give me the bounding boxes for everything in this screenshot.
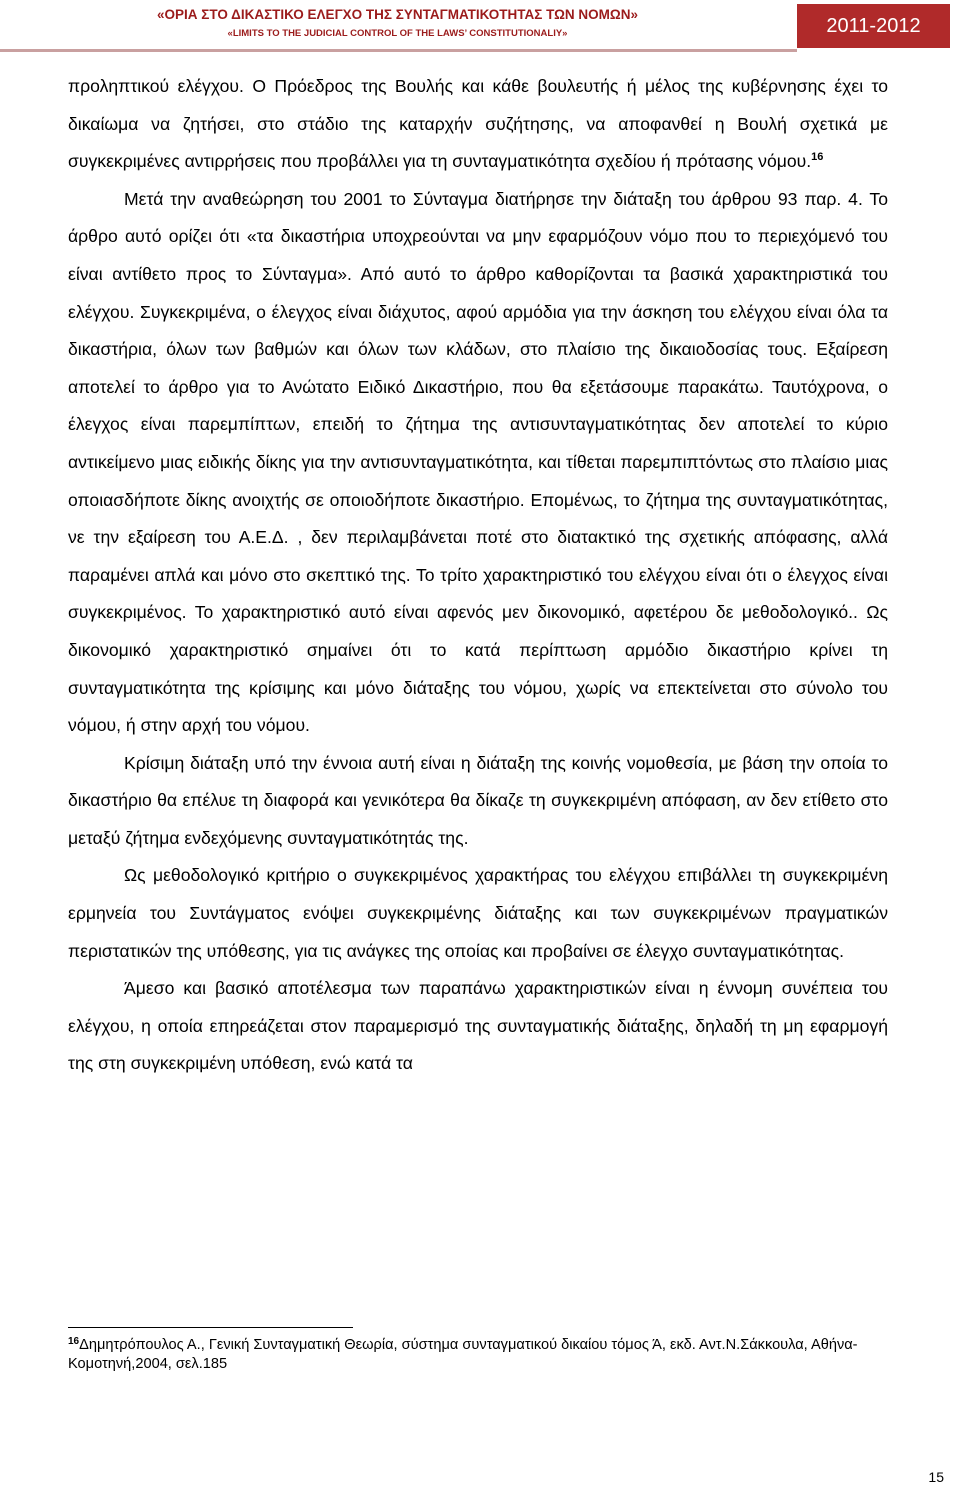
paragraph-1-text: προληπτικού ελέγχου. Ο Πρόεδρος της Βουλής και κάθε βουλευτής ή μέλος της κυβέρνησης έχει το δικαίωμα να ζητήσει, στο στάδιο της καταρχήν συζήτησης, να αποφανθεί η Βουλή σχετικά με συγκεκριμένες αντιρρήσεις που προβάλλει για τη συνταγματικότητα σχεδίου ή πρότασης νόμου. bbox=[68, 76, 888, 172]
footnote-text: Δημητρόπουλος Α., Γενική Συνταγματική Θεωρία, σύστημα συνταγματικού δικαίου τόμος Ά, εκδ. Αντ.Ν.Σάκκουλα, Αθήνα-Κομοτηνή,2004, σελ.185 bbox=[68, 1337, 858, 1372]
year-badge: 2011-2012 bbox=[797, 4, 950, 48]
header-title-greek: «ΟΡΙΑ ΣΤΟ ΔΙΚΑΣΤΙΚΟ ΕΛΕΓΧΟ ΤΗΣ ΣΥΝΤΑΓΜΑΤΙΚΟΤΗΤΑΣ ΤΩΝ ΝΟΜΩΝ» bbox=[157, 7, 638, 22]
footnote-separator bbox=[68, 1327, 353, 1328]
paragraph-5: Άμεσο και βασικό αποτέλεσμα των παραπάνω χαρακτηριστικών είναι η έννομη συνέπεια του ελέγχου, η οποία επηρεάζεται στον παραμερισμό της συνταγματικής διάταξης, δηλαδή τη μη εφαρμογή της στη συγκεκριμένη υπόθεση, ενώ κατά τα bbox=[68, 978, 888, 1074]
paragraph-1 bbox=[68, 68, 888, 181]
footnote-number: 16 bbox=[68, 1336, 80, 1347]
document-body bbox=[68, 68, 888, 1083]
page-header bbox=[0, 0, 960, 52]
paragraph-2: Μετά την αναθεώρηση του 2001 το Σύνταγμα διατήρησε την διάταξη του άρθρου 93 παρ. 4. Το άρθρο αυτό ορίζει ότι «τα δικαστήρια υποχρεούνται να μην εφαρμόζουν νόμο που το περιεχόμενό του είναι αντίθετο προς το Σύνταγμα». Από αυτό το άρθρο καθορίζονται τα βασικά χαρακτηριστικά του ελέγχου. Συγκεκριμένα, ο έλεγχος είναι διάχυτος, αφού αρμόδια για την άσκηση του ελέγχου είναι όλα τα δικαστήρια, όλων των βαθμών και όλων των κλάδων, στο πλαίσιο της δικαιοδοσίας τους. Εξαίρεση αποτελεί το άρθρο για το Ανώτατο Ειδικό Δικαστήριο, που θα εξετάσουμε παρακάτω. Ταυτόχρονα, ο έλεγχος είναι παρεμπίπτων, επειδή το ζήτημα της αντισυνταγματικότητας δεν αποτελεί το κύριο αντικείμενο μιας ειδικής δίκης για την αντισυνταγματικότητα, και τίθεται παρεμπιπτόντως στο πλαίσιο μιας οποιασδήποτε δίκης ανοιχτής σε οποιοδήποτε δικαστήριο. Επομένως, το ζήτημα της συνταγματικότητας, νε την εξαίρεση του Α.Ε.Δ. , δεν περιλαμβάνεται ποτέ στο διατακτικό της σχετικής απόφασης, αλλά παραμένει απλά και μόνο στο σκεπτικό της. Το τρίτο χαρακτηριστικό του ελέγχου είναι ότι ο έλεγχος είναι συγκεκριμένος. Το χαρακτηριστικό αυτό είναι αφενός μεν δικονομικό, αφετέρου δε μεθοδολογικό.. Ως δικονομικό χαρακτηριστικό σημαίνει ότι το κατά περίπτωση αρμόδιο δικαστήριο κρίνει τη συνταγματικότητα της κρίσιμης και μόνο διάταξης του νόμου, χωρίς να επεκτείνεται στο σύνολο του νόμου, ή στην αρχή του νόμου. bbox=[68, 188, 888, 736]
page-number: 15 bbox=[928, 1469, 944, 1485]
header-divider bbox=[0, 49, 797, 52]
header-titles bbox=[0, 6, 795, 41]
paragraph-4: Ως μεθοδολογικό κριτήριο ο συγκεκριμένος χαρακτήρας του ελέγχου επιβάλλει τη συγκεκριμένη ερμηνεία του Συντάγματος ενόψει συγκεκριμένης διάταξης και των συγκεκριμένων πραγματικών περιστατικών της υπόθεσης, για τις ανάγκες της οποίας και προβαίνει σε έλεγχο συνταγματικότητας. bbox=[68, 865, 888, 961]
footnote bbox=[68, 1336, 888, 1373]
footnote-reference: 16 bbox=[811, 151, 824, 164]
paragraph-3: Κρίσιμη διάταξη υπό την έννοια αυτή είναι η διάταξη της κοινής νομοθεσία, με βάση την οποία το δικαστήριο θα επέλυε τη διαφορά και γενικότερα θα δίκαζε τη συγκεκριμένη απόφαση, αν δεν ετίθετο στο μεταξύ ζήτημα ενδεχόμενης συνταγματικότητάς της. bbox=[68, 752, 888, 848]
header-title-english: «LIMITS TO THE JUDICIAL CONTROL OF THE LAWS’ CONSTITUTIONALIY» bbox=[227, 28, 568, 39]
